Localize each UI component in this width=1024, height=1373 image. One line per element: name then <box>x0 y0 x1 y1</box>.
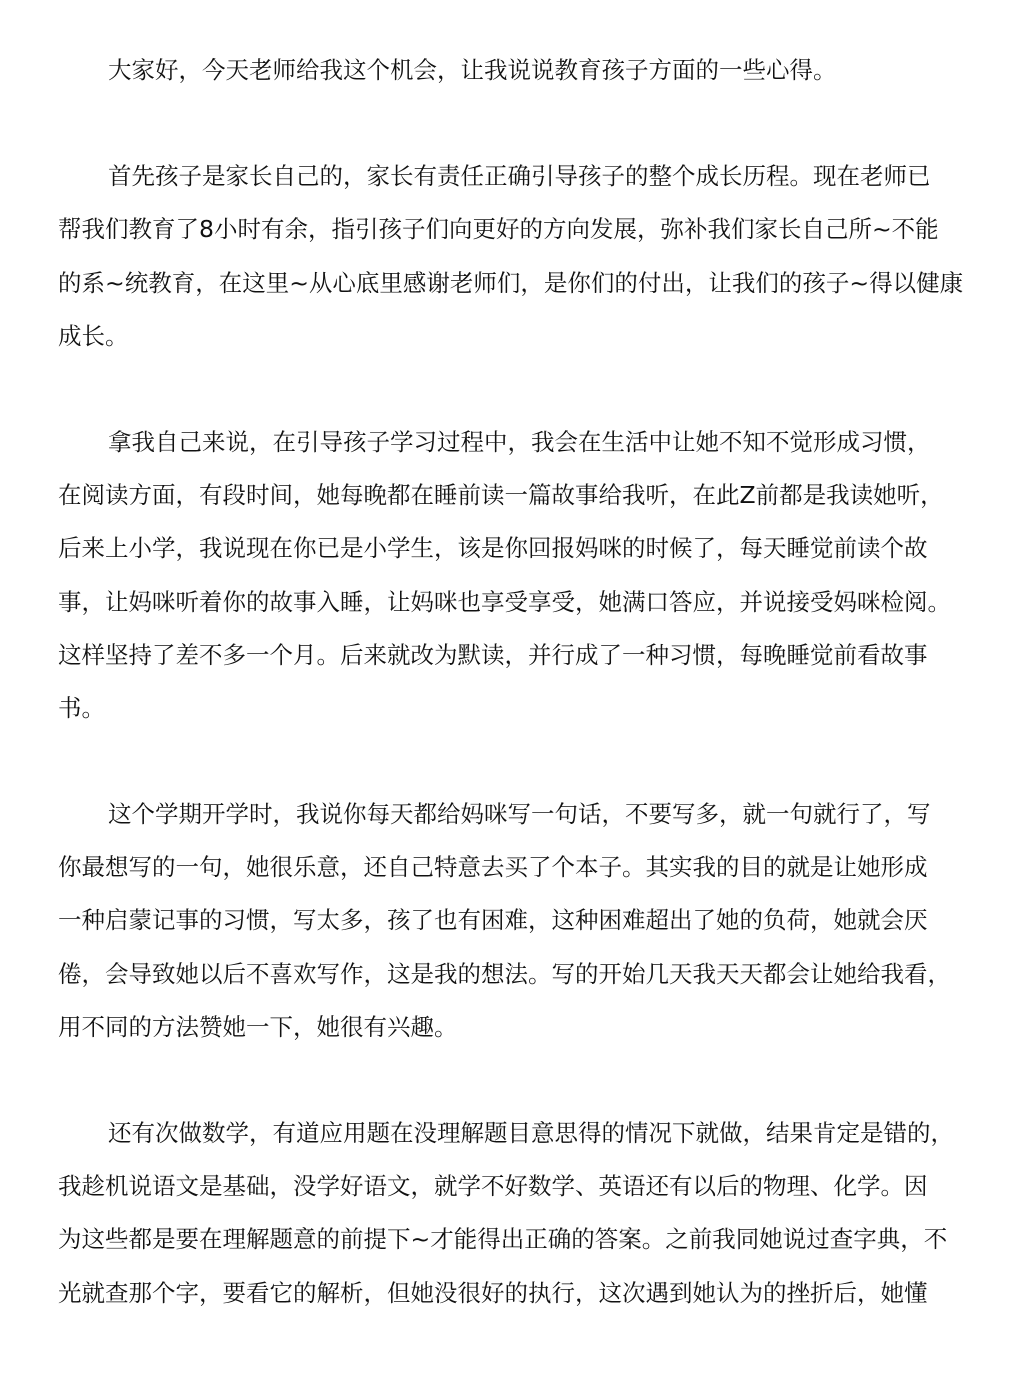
text-line: 你最想写的一句，她很乐意，还自己特意去买了个本子。其实我的目的就是让她形成 <box>58 853 928 882</box>
paragraph-math-example <box>58 1107 968 1320</box>
text-line: 大家好，今天老师给我这个机会，让我说说教育孩子方面的一些心得。 <box>108 56 837 84</box>
text-line: 这个学期开学时，我说你每天都给妈咪写一句话，不要写多，就一句就行了，写 <box>108 800 931 829</box>
text-line: 成长。 <box>58 321 129 350</box>
text-line: 我趁机说语文是基础，没学好语文，就学不好数学、英语还有以后的物理、化学。因 <box>58 1172 928 1201</box>
text-line: 帮我们教育了8小时有余，指引孩子们向更好的方向发展，弥补我们家长自己所~不能 <box>58 215 939 244</box>
text-line: 首先孩子是家长自己的，家长有责任正确引导孩子的整个成长历程。现在老师已 <box>108 162 931 191</box>
text-line: 拿我自己来说，在引导孩子学习过程中，我会在生活中让她不知不觉形成习惯， <box>108 427 931 456</box>
paragraph-parent-responsibility <box>58 150 968 363</box>
text-line: 光就查那个字，要看它的解析，但她没很好的执行，这次遇到她认为的挫折后，她懂 <box>58 1278 928 1307</box>
document-body <box>58 44 968 1373</box>
text-line: 还有次做数学，有道应用题在没理解题目意思得的情况下就做，结果肯定是错的， <box>108 1119 954 1147</box>
text-line: 在阅读方面，有段时间，她每晚都在睡前读一篇故事给我听，在此Z前都是我读她听， <box>58 481 944 510</box>
text-line: 事，让妈咪听着你的故事入睡，让妈咪也享受享受，她满口答应，并说接受妈咪检阅。 <box>58 587 951 616</box>
text-line: 倦，会导致她以后不喜欢写作，这是我的想法。写的开始几天我天天都会让她给我看， <box>58 959 951 988</box>
text-line: 为这些都是要在理解题意的前提下~才能得出正确的答案。之前我同她说过查字典，不 <box>58 1225 948 1254</box>
text-line: 用不同的方法赞她一下，她很有兴趣。 <box>58 1012 458 1041</box>
text-line: 书。 <box>58 693 105 722</box>
paragraph-writing-habit <box>58 788 968 1054</box>
paragraph-greeting <box>58 44 968 97</box>
text-line: 后来上小学，我说现在你已是小学生，该是你回报妈咪的时候了，每天睡觉前读个故 <box>58 534 928 563</box>
text-line: 一种启蒙记事的习惯，写太多，孩了也有困难，这种困难超出了她的负荷，她就会厌 <box>58 906 928 935</box>
text-line: 的系~统教育，在这里~从心底里感谢老师们，是你们的付出，让我们的孩子~得以健康 <box>58 268 964 297</box>
text-line: 这样坚持了差不多一个月。后来就改为默读，并行成了一种习惯，每晚睡觉前看故事 <box>58 640 928 669</box>
paragraph-reading-habit <box>58 416 968 735</box>
